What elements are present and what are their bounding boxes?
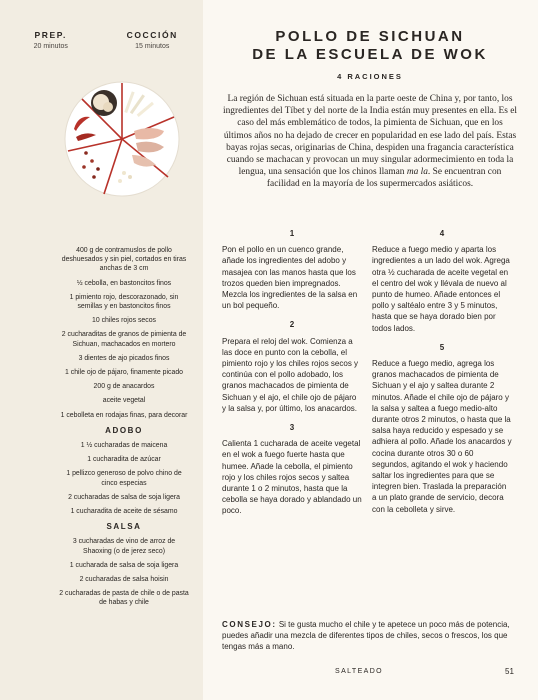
step-text: Reduce a fuego medio, agrega los granos machacados de pimienta de Sichuan y el ajo y saltea durante 2 minutos. Añade el chile ojo de pájaro y la salsa y saltea a fuego medio-alto durante otros 2 minutos, o hasta que la salsa haya reducido y espesado y se adhiera al pollo. Añade los anacardos y cocina durante otros 30 o 60 segundos, agitando el wok y haciendo saltar los ingredientes para que se integren bien. Traslada la preparación a un plato grande de servicio, decora con la cebolleta y sirve. <box>372 359 512 514</box>
title-line-2: DE LA ESCUELA DE WOK <box>252 46 488 63</box>
tip-box <box>222 619 518 653</box>
wok-clock-illustration <box>64 81 180 197</box>
ingredient-item: 2 cucharadas de salsa de soja ligera <box>68 493 180 501</box>
recipe-title <box>220 28 520 64</box>
ingredient-item: ½ cebolla, en bastoncitos finos <box>76 279 172 287</box>
adobo-heading: ADOBO <box>105 425 143 435</box>
step-number: 5 <box>439 342 445 352</box>
ingredient-item: 2 cucharaditas de granos de pimienta de Sichuan, machacados en mortero <box>61 331 187 348</box>
cook-label: COCCIÓN <box>126 30 178 40</box>
cashews-icon <box>91 90 117 116</box>
ingredient-item: 3 cucharadas de vino de arroz de Shaoxing (o de jerez seco) <box>72 538 176 555</box>
servings: 4 RACIONES <box>337 72 403 81</box>
ingredient-item: 1 pimiento rojo, descorazonado, sin semillas y en bastoncitos finos <box>69 293 179 311</box>
cook-value: 15 minutos <box>135 43 170 50</box>
steps-column-right <box>372 228 512 523</box>
intro-text-1: La región de Sichuan está situada en la parte oeste de China y, por tanto, los ingredientes del Tíbet y del norte de la India están muy presentes en ella. Es el caso del más emblemático de todos, la pimienta de Sichuan, que en los últimos años no ha dejado de crecer en popularidad en ese lado del país. Estas bayas rojas secas, originarias de China, despiden una fragancia característica cuando se machacan y provocan un muy singular adormecimiento en toda la lengua, una sensación que los chinos llaman <box>223 94 517 178</box>
step-text: Reduce a fuego medio y aparta los ingredientes a un lado del wok. Agrega otra ½ cucharada de aceite vegetal en el centro del wok y llévala de nuevo al punto de humeo. Añade entonces el pollo y saltéalo entre 3 y 5 minutos, hasta que se haya dorado bien por todos lados. <box>372 245 510 333</box>
step-number: 1 <box>289 229 295 238</box>
step-text: Pon el pollo en un cuenco grande, añade los ingredientes del adobo y masajea con las manos hasta que los trozos queden bien impregnados. Mezcla los ingredientes de la salsa en un bol pequeño. <box>222 245 358 311</box>
timing-block <box>0 30 203 50</box>
ingredient-item: 1 chile ojo de pájaro, finamente picado <box>65 369 183 377</box>
intro-text-2: . Se encuentran con facilidad en la mayoría de los supermercados asiáticos. <box>266 167 502 190</box>
step-text: Calienta 1 cucharada de aceite vegetal en el wok a fuego fuerte hasta que humee. Añade la cebolla, el pimiento rojo y los chiles rojos secos y saltea durante 1 o 2 minutos, hasta que la cebolla se haya dorado y ablandado un poco. <box>222 439 362 516</box>
intro-italic: ma la <box>406 167 428 178</box>
ingredient-item: 1 pellizco generoso de polvo chino de cinco especias <box>66 470 182 487</box>
step-number: 4 <box>439 229 445 238</box>
ingredient-item: 1 cucharadita de azúcar <box>87 456 161 464</box>
steps-column-left <box>222 228 362 525</box>
ingredient-item: 1 cebolleta en rodajas finas, para decorar <box>60 411 188 419</box>
ingredient-item: 3 dientes de ajo picados finos <box>78 354 170 362</box>
step-number: 3 <box>289 423 295 433</box>
ingredient-item: 200 g de anacardos <box>93 383 155 391</box>
prep-value: 20 minutos <box>33 43 68 50</box>
step-number: 2 <box>289 320 295 330</box>
cook-time <box>102 30 204 50</box>
prep-time <box>0 30 102 50</box>
ingredient-item: 2 cucharadas de salsa hoisin <box>79 576 169 584</box>
ingredient-item: 400 g de contramuslos de pollo deshuesados y sin piel, cortados en tiras anchas de 3 cm <box>61 247 187 273</box>
ingredient-item: 1 cucharadita de aceite de sésamo <box>70 508 178 516</box>
footer-section: SALTEADO <box>335 668 384 675</box>
page-number: 51 <box>505 667 514 676</box>
tip-label: CONSEJO: <box>222 620 277 629</box>
ingredient-item: 1 ½ cucharadas de maicena <box>80 442 168 450</box>
prep-label: PREP. <box>34 30 67 40</box>
ingredient-item: 1 cucharada de salsa de soja ligera <box>69 561 179 569</box>
ingredient-item: 2 cucharadas de pasta de chile o de pasta de habas y chile <box>59 590 189 607</box>
intro-paragraph <box>222 93 518 191</box>
ingredient-item: 10 chiles rojos secos <box>92 317 156 325</box>
tip-text: Si te gusta mucho el chile y te apetece un poco más de potencia, puedes añadir una mezcla de diferentes tipos de chiles, secos o frescos, los que tengas más a mano. <box>222 620 510 652</box>
ingredient-item: aceite vegetal <box>102 397 146 405</box>
salsa-heading: SALSA <box>106 522 142 532</box>
ingredients-main-list <box>58 246 190 613</box>
step-text: Prepara el reloj del wok. Comienza a las doce en punto con la cebolla, el pimiento rojo y los chiles rojos secos y continúa con el pollo adobado, los granos machacados de pimienta de Sichuan y el ajo, el chile ojo de pájaro y la salsa y, por último, los anacardos. <box>222 336 359 413</box>
title-line-1: POLLO DE SICHUAN <box>275 28 465 45</box>
